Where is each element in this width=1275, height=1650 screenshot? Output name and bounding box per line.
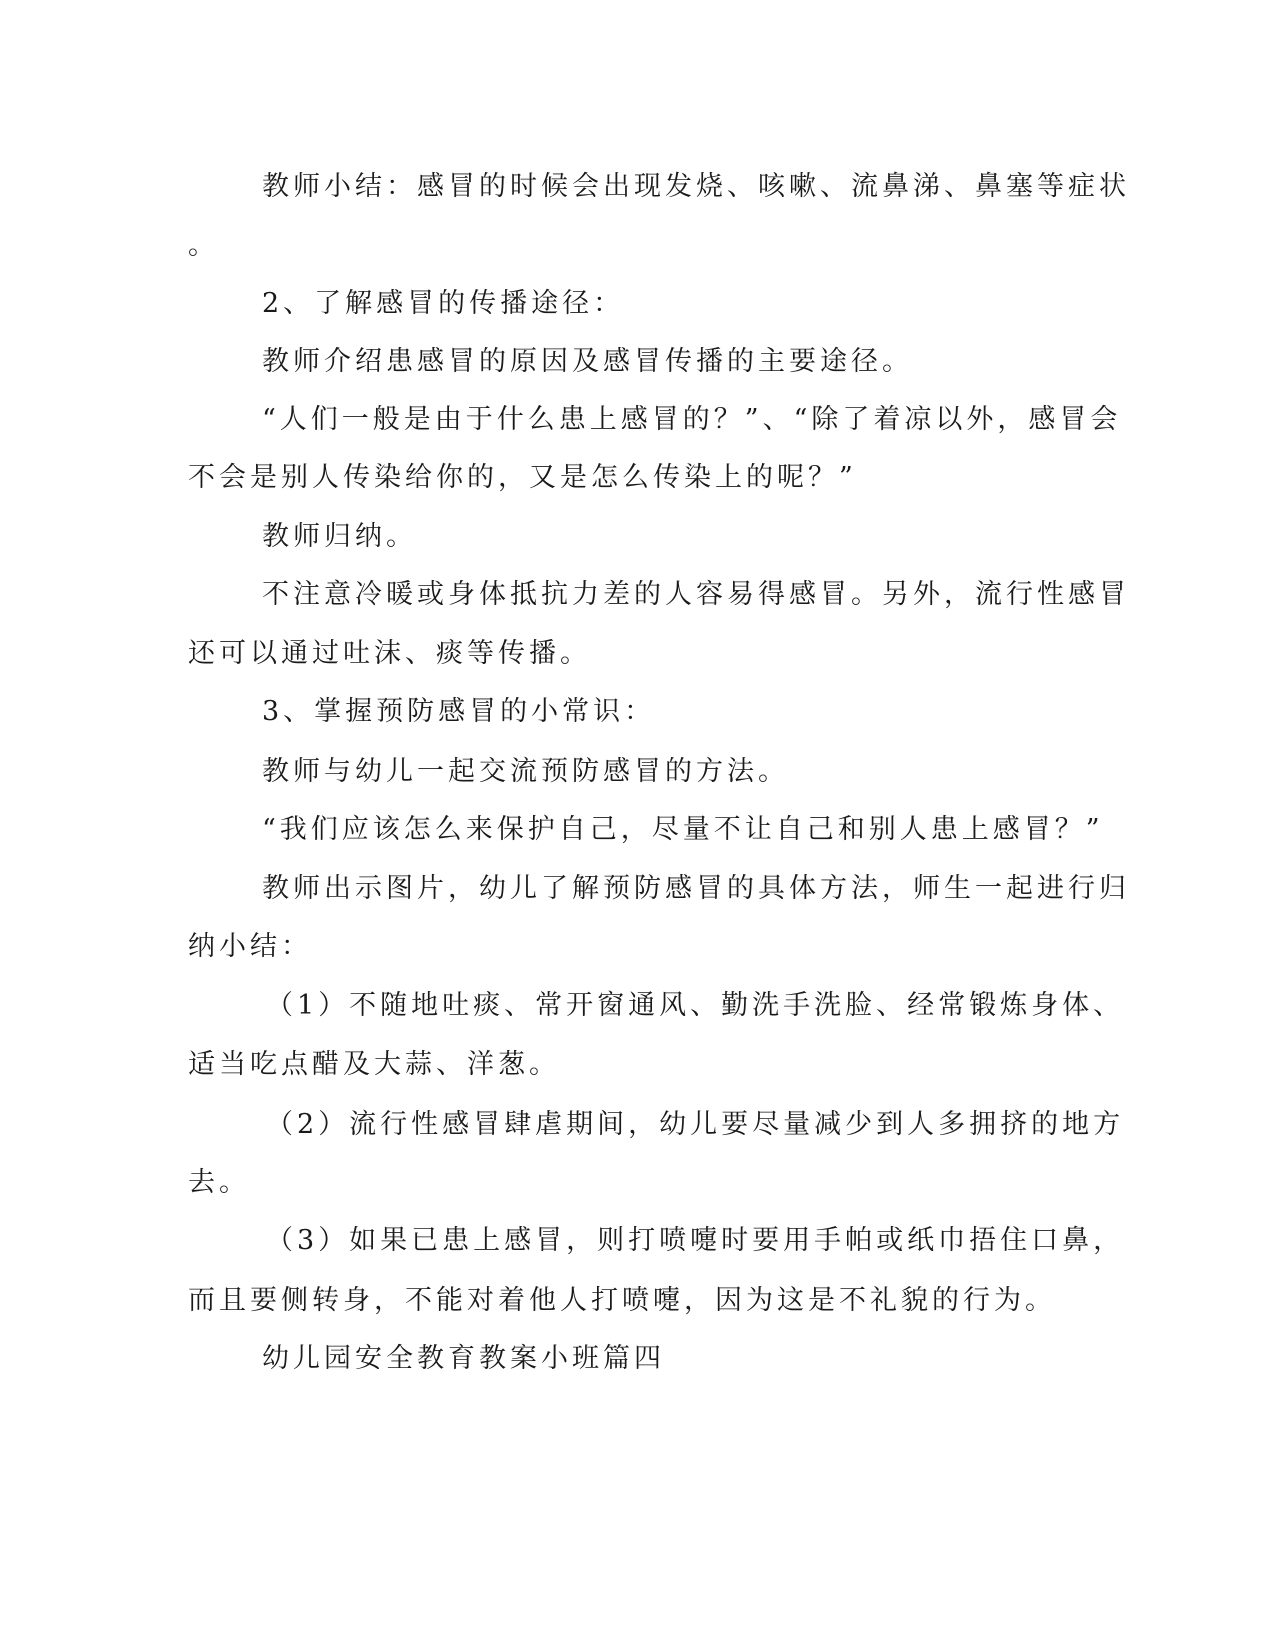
list-item: （3）如果已患上感冒，则打喷嚏时要用手帕或纸巾捂住口鼻， (266, 1225, 1125, 1256)
list-item: （2）流行性感冒肆虐期间，幼儿要尽量减少到人多拥挤的地方 (266, 1109, 1125, 1140)
paragraph-line: 去。 (188, 1167, 250, 1198)
paragraph-line: 教师归纳。 (262, 521, 417, 552)
paragraph-line: 还可以通过吐沫、痰等传播。 (188, 638, 591, 669)
paragraph-line: 。 (188, 230, 219, 261)
list-item: （1）不随地吐痰、常开窗通风、勤洗手洗脸、经常锻炼身体、 (266, 990, 1125, 1021)
paragraph-line: 教师介绍患感冒的原因及感冒传播的主要途径。 (262, 346, 913, 377)
paragraph-line: 而且要侧转身，不能对着他人打喷嚏，因为这是不礼貌的行为。 (188, 1285, 1056, 1316)
paragraph-line: 纳小结： (188, 931, 312, 962)
section-heading: 3、掌握预防感冒的小常识： (262, 696, 656, 727)
paragraph-line: 不注意冷暖或身体抵抗力差的人容易得感冒。另外，流行性感冒 (262, 579, 1130, 610)
paragraph-line: 不会是别人传染给你的，又是怎么传染上的呢？” (188, 462, 857, 493)
paragraph-line: 教师与幼儿一起交流预防感冒的方法。 (262, 756, 789, 787)
paragraph-line: 教师出示图片，幼儿了解预防感冒的具体方法，师生一起进行归 (262, 873, 1130, 904)
section-heading: 2、了解感冒的传播途径： (262, 288, 625, 319)
paragraph-line: 适当吃点醋及大蒜、洋葱。 (188, 1049, 560, 1080)
section-title: 幼儿园安全教育教案小班篇四 (262, 1343, 665, 1374)
paragraph-line: 教师小结：感冒的时候会出现发烧、咳嗽、流鼻涕、鼻塞等症状 (262, 171, 1130, 202)
paragraph-line: “我们应该怎么来保护自己，尽量不让自己和别人患上感冒？” (262, 814, 1104, 845)
paragraph-line: “人们一般是由于什么患上感冒的？”、“除了着凉以外，感冒会 (262, 404, 1122, 435)
